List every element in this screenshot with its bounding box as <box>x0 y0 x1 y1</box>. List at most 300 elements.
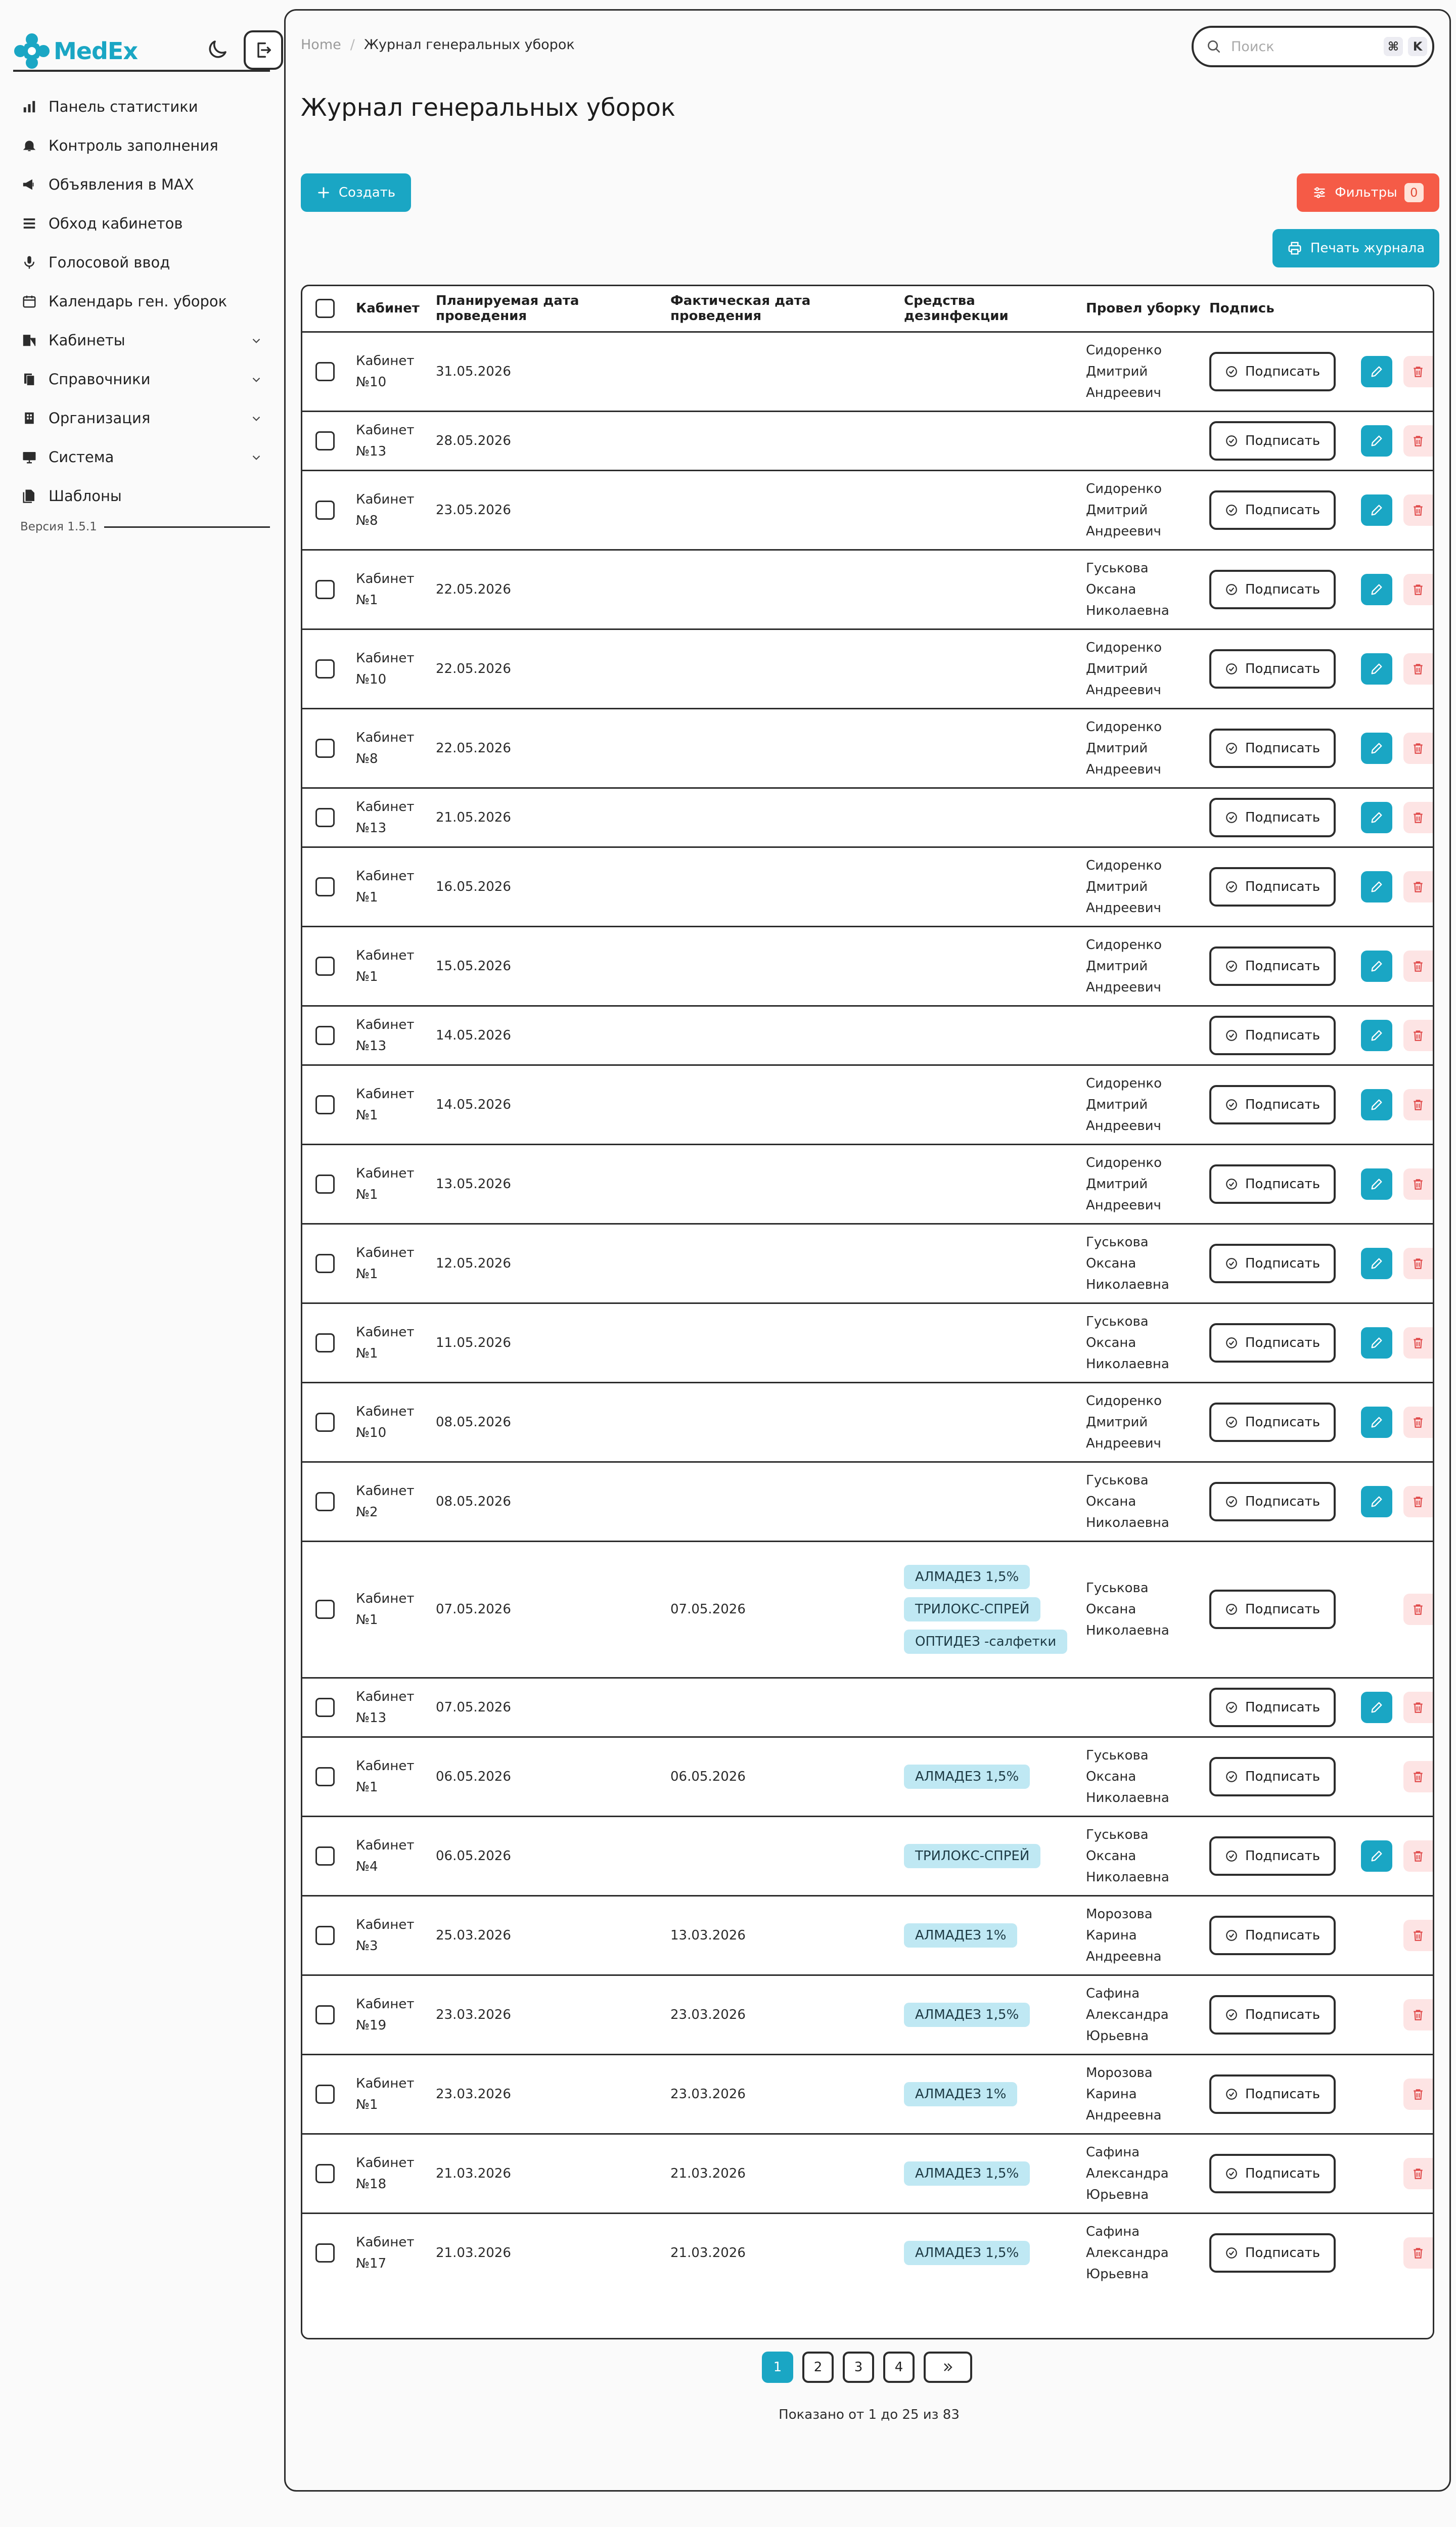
sign-button[interactable] <box>1209 1482 1336 1521</box>
check-circle-icon <box>1225 811 1238 824</box>
table-row[interactable] <box>302 2134 1434 2213</box>
pencil-icon <box>1370 1028 1384 1043</box>
table-row[interactable] <box>302 708 1434 788</box>
cleaner-name-part: Юрьевна <box>1086 2267 1149 2282</box>
cabinet-number: №1 <box>356 889 378 905</box>
cleaner-name-part: Андреевна <box>1086 1949 1162 1964</box>
delete-button[interactable] <box>1403 951 1433 982</box>
cabinet-label: Кабинет <box>356 1404 415 1419</box>
cleaner-name-part: Дмитрий <box>1086 1176 1148 1192</box>
actual-date: 07.05.2026 <box>667 1541 901 1678</box>
edit-button[interactable] <box>1361 1020 1392 1051</box>
sign-button[interactable] <box>1209 490 1336 530</box>
edit-button[interactable] <box>1361 425 1392 457</box>
cleaner-cell <box>1083 1065 1206 1144</box>
theme-toggle-moon-icon[interactable] <box>205 37 230 62</box>
disinfectants-cell <box>901 708 1083 788</box>
table-row[interactable] <box>302 1065 1434 1144</box>
cabinet-label: Кабинет <box>356 799 415 815</box>
disinfectants-cell <box>901 470 1083 550</box>
sign-button[interactable] <box>1209 1688 1336 1727</box>
sign-button[interactable] <box>1209 1836 1336 1876</box>
check-circle-icon <box>1225 2167 1238 2180</box>
sidebar-item-announcements[interactable] <box>13 165 270 204</box>
delete-button[interactable] <box>1403 1594 1433 1625</box>
sidebar-item-organization[interactable] <box>13 398 270 437</box>
edit-button[interactable] <box>1361 1692 1392 1723</box>
sign-button[interactable] <box>1209 1085 1336 1124</box>
sign-button[interactable] <box>1209 1916 1336 1955</box>
cleaner-cell <box>1083 2134 1206 2213</box>
sign-button[interactable] <box>1209 2154 1336 2193</box>
planned-date: 23.03.2026 <box>433 2054 667 2134</box>
row-actions <box>1361 1999 1433 2030</box>
delete-button[interactable] <box>1403 1168 1433 1200</box>
megaphone-icon <box>20 175 38 194</box>
table-row[interactable] <box>302 550 1434 629</box>
logout-button[interactable] <box>244 30 283 70</box>
bell-icon <box>20 137 38 155</box>
table-row[interactable] <box>302 1303 1434 1382</box>
sidebar-item-rounds[interactable] <box>13 204 270 243</box>
row-checkbox[interactable] <box>315 739 335 758</box>
sidebar-item-statistics[interactable] <box>13 87 270 126</box>
table-row[interactable] <box>302 2213 1434 2292</box>
actual-date <box>667 1224 901 1303</box>
row-checkbox[interactable] <box>315 2085 335 2104</box>
row-checkbox[interactable] <box>315 431 335 450</box>
sign-button-label: Подписать <box>1245 740 1321 756</box>
cabinet-label: Кабинет <box>356 1758 415 1774</box>
edit-button[interactable] <box>1361 494 1392 526</box>
table-row[interactable] <box>302 332 1434 411</box>
table-row[interactable] <box>302 1006 1434 1065</box>
delete-button[interactable] <box>1403 733 1433 764</box>
microphone-icon <box>20 253 38 272</box>
filters-button[interactable] <box>1297 173 1439 212</box>
row-checkbox[interactable] <box>315 1333 335 1352</box>
cabinet-label: Кабинет <box>356 947 415 963</box>
edit-button[interactable] <box>1361 653 1392 685</box>
sign-button-label: Подписать <box>1245 433 1321 448</box>
cabinet-label: Кабинет <box>356 650 415 666</box>
sign-button[interactable] <box>1209 352 1336 391</box>
row-checkbox[interactable] <box>315 1767 335 1786</box>
sign-button-label: Подписать <box>1245 1927 1321 1943</box>
table-row[interactable] <box>302 1224 1434 1303</box>
cleaner-name-part: Оксана <box>1086 1255 1136 1271</box>
edit-button[interactable] <box>1361 1248 1392 1279</box>
check-circle-icon <box>1225 1849 1238 1863</box>
column-header-actual-date[interactable]: Фактическая дата проведения <box>667 286 901 332</box>
sign-button[interactable] <box>1209 1590 1336 1629</box>
sign-button-label: Подписать <box>1245 1176 1321 1192</box>
row-checkbox[interactable] <box>315 877 335 896</box>
page-button-2[interactable]: 2 <box>802 2352 834 2383</box>
row-actions <box>1361 951 1433 982</box>
sidebar-item-references[interactable] <box>13 359 270 398</box>
cleaner-name-part: Карина <box>1086 2086 1137 2102</box>
select-all-checkbox[interactable] <box>315 299 335 318</box>
edit-button[interactable] <box>1361 1486 1392 1517</box>
row-checkbox[interactable] <box>315 659 335 679</box>
cabinet-number: №3 <box>356 1938 378 1954</box>
cleaner-name-part: Гуськова <box>1086 1472 1149 1488</box>
table-row[interactable] <box>302 1737 1434 1816</box>
page-button-1[interactable]: 1 <box>762 2352 793 2383</box>
cleaner-name-part: Оксана <box>1086 1335 1136 1350</box>
trash-icon <box>1412 2246 1425 2260</box>
trash-icon <box>1412 742 1425 755</box>
trash-icon <box>1412 1257 1425 1270</box>
table-row[interactable] <box>302 1462 1434 1541</box>
trash-icon <box>1412 2167 1425 2180</box>
actual-date <box>667 470 901 550</box>
cleaner-name-part: Андреевна <box>1086 2107 1162 2123</box>
cleaner-name-part: Андреевич <box>1086 1118 1161 1134</box>
actual-date: 13.03.2026 <box>667 1896 901 1975</box>
cabinet-number: №10 <box>356 374 387 390</box>
edit-placeholder <box>1361 1920 1392 1951</box>
trash-icon <box>1412 1849 1425 1863</box>
cleaner-name-part: Андреевич <box>1086 682 1161 698</box>
edit-placeholder <box>1361 1594 1392 1625</box>
delete-button[interactable] <box>1403 653 1433 685</box>
edit-button[interactable] <box>1361 574 1392 605</box>
page-button-3[interactable]: 3 <box>843 2352 874 2383</box>
pencil-icon <box>1370 434 1384 448</box>
edit-button[interactable] <box>1361 1168 1392 1200</box>
column-header-disinfectants[interactable]: Средства дезинфекции <box>901 286 1083 332</box>
planned-date: 13.05.2026 <box>433 1144 667 1224</box>
delete-button[interactable] <box>1403 1486 1433 1517</box>
shortcut-key: K <box>1408 37 1427 56</box>
sidebar-item-templates[interactable] <box>13 476 270 515</box>
cleaner-name-part: Александра <box>1086 2245 1169 2261</box>
delete-button[interactable] <box>1403 2158 1433 2189</box>
delete-button[interactable] <box>1403 1920 1433 1951</box>
column-header-actions <box>1358 286 1434 332</box>
sidebar-item-system[interactable] <box>13 437 270 476</box>
cabinet-number: №1 <box>356 1345 378 1361</box>
print-journal-button[interactable] <box>1272 229 1439 267</box>
delete-button[interactable] <box>1403 2079 1433 2110</box>
cleaner-name-part: Николаевна <box>1086 1790 1169 1806</box>
sign-button[interactable] <box>1209 867 1336 907</box>
row-actions <box>1361 1486 1433 1517</box>
sign-button[interactable] <box>1209 1323 1336 1363</box>
disinfectants-cell <box>901 788 1083 847</box>
row-checkbox[interactable] <box>315 1600 335 1619</box>
sign-button[interactable] <box>1209 946 1336 986</box>
edit-button[interactable] <box>1361 1089 1392 1120</box>
edit-button[interactable] <box>1361 951 1392 982</box>
sidebar-item-label: Организация <box>49 409 151 427</box>
table-row[interactable] <box>302 788 1434 847</box>
disinfectant-tag: АЛМАДЕЗ 1,5% <box>904 1765 1030 1789</box>
trash-icon <box>1412 1029 1425 1042</box>
printer-icon <box>1287 241 1302 256</box>
row-checkbox[interactable] <box>315 1492 335 1511</box>
delete-button[interactable] <box>1403 1020 1433 1051</box>
delete-button[interactable] <box>1403 1248 1433 1279</box>
delete-button[interactable] <box>1403 1840 1433 1872</box>
filters-button-label: Фильтры <box>1335 185 1397 200</box>
disinfectants-cell <box>901 1006 1083 1065</box>
table-row[interactable] <box>302 1975 1434 2054</box>
sign-button[interactable] <box>1209 1403 1336 1442</box>
cleaner-name-part: Сидоренко <box>1086 1075 1162 1091</box>
disinfectants-cell <box>901 1896 1083 1975</box>
cleaner-cell <box>1083 847 1206 926</box>
trash-icon <box>1412 880 1425 893</box>
planned-date: 21.05.2026 <box>433 788 667 847</box>
planned-date: 08.05.2026 <box>433 1382 667 1462</box>
row-checkbox[interactable] <box>315 501 335 520</box>
cleaner-cell <box>1083 1678 1206 1737</box>
row-actions <box>1361 356 1433 387</box>
cabinet-label: Кабинет <box>356 1591 415 1606</box>
cleaner-name-part: Оксана <box>1086 1848 1136 1864</box>
column-header-signature[interactable]: Подпись <box>1206 286 1358 332</box>
delete-button[interactable] <box>1403 802 1433 833</box>
cleaner-name-part: Андреевич <box>1086 900 1161 916</box>
sign-button-label: Подписать <box>1245 1414 1321 1430</box>
trash-icon <box>1412 811 1425 824</box>
disinfectants-cell <box>901 2134 1083 2213</box>
check-circle-icon <box>1225 2008 1238 2021</box>
next-pages-button[interactable] <box>924 2352 972 2383</box>
delete-button[interactable] <box>1403 1407 1433 1438</box>
disinfectant-tag: АЛМАДЕЗ 1% <box>904 2082 1017 2106</box>
row-checkbox[interactable] <box>315 1254 335 1273</box>
calendar-icon <box>20 292 38 310</box>
actual-date <box>667 1816 901 1896</box>
table-row[interactable] <box>302 629 1434 708</box>
sidebar-item-label: Контроль заполнения <box>49 137 218 154</box>
cleaner-name-part: Сидоренко <box>1086 640 1162 655</box>
row-checkbox[interactable] <box>315 957 335 976</box>
row-checkbox[interactable] <box>315 362 335 381</box>
edit-button[interactable] <box>1361 1407 1392 1438</box>
disinfectants-cell <box>901 1303 1083 1382</box>
delete-button[interactable] <box>1403 425 1433 457</box>
row-checkbox[interactable] <box>315 1095 335 1114</box>
disinfectants-cell <box>901 1382 1083 1462</box>
sign-button-label: Подписать <box>1245 2007 1321 2022</box>
sign-button[interactable] <box>1209 1757 1336 1796</box>
table-row[interactable] <box>302 1382 1434 1462</box>
planned-date: 07.05.2026 <box>433 1541 667 1678</box>
table-row[interactable] <box>302 1896 1434 1975</box>
check-circle-icon <box>1225 1098 1238 1111</box>
sign-button[interactable] <box>1209 421 1336 461</box>
table-row[interactable] <box>302 411 1434 470</box>
column-header-cabinet[interactable]: Кабинет <box>353 286 433 332</box>
delete-button[interactable] <box>1403 1692 1433 1723</box>
table-row[interactable] <box>302 470 1434 550</box>
cleaner-cell <box>1083 550 1206 629</box>
sign-button[interactable] <box>1209 1016 1336 1055</box>
cleaner-name-part: Сидоренко <box>1086 937 1162 953</box>
table-row[interactable] <box>302 847 1434 926</box>
cleaner-cell <box>1083 411 1206 470</box>
delete-button[interactable] <box>1403 1089 1433 1120</box>
check-circle-icon <box>1225 504 1238 517</box>
sign-button-label: Подписать <box>1245 1848 1321 1864</box>
delete-button[interactable] <box>1403 1327 1433 1359</box>
sign-button[interactable] <box>1209 798 1336 837</box>
disinfectants-cell <box>901 332 1083 411</box>
cleaner-name-part: Морозова <box>1086 1906 1153 1922</box>
cabinet-label: Кабинет <box>356 1483 415 1499</box>
page-button-4[interactable]: 4 <box>883 2352 915 2383</box>
row-checkbox[interactable] <box>315 2243 335 2263</box>
sidebar-item-calendar[interactable] <box>13 282 270 321</box>
row-checkbox[interactable] <box>315 2005 335 2024</box>
sidebar-item-fill-control[interactable] <box>13 126 270 165</box>
row-checkbox[interactable] <box>315 580 335 599</box>
delete-button[interactable] <box>1403 574 1433 605</box>
row-actions <box>1361 2079 1433 2110</box>
row-checkbox[interactable] <box>315 1846 335 1866</box>
row-checkbox[interactable] <box>315 1926 335 1945</box>
divider <box>104 526 270 528</box>
delete-button[interactable] <box>1403 871 1433 902</box>
cleaner-name-part: Андреевич <box>1086 1435 1161 1451</box>
cabinet-label: Кабинет <box>356 2155 415 2171</box>
cleaner-name-part: Гуськова <box>1086 1827 1149 1842</box>
sidebar-item-voice[interactable] <box>13 243 270 282</box>
monitor-icon <box>20 448 38 466</box>
sign-button[interactable] <box>1209 1164 1336 1204</box>
table-row[interactable] <box>302 1144 1434 1224</box>
row-actions <box>1361 1840 1433 1872</box>
disinfectant-tag: АЛМАДЕЗ 1,5% <box>904 2003 1030 2027</box>
disinfectants-cell <box>901 2213 1083 2292</box>
sign-button[interactable] <box>1209 1995 1336 2035</box>
create-button-label: Создать <box>338 185 396 200</box>
book-icon <box>20 370 38 388</box>
breadcrumb-home[interactable]: Home <box>301 37 341 53</box>
cleaner-name-part: Андреевич <box>1086 385 1161 400</box>
cleaner-name-part: Александра <box>1086 2007 1169 2022</box>
cleaner-name-part: Андреевич <box>1086 761 1161 777</box>
sidebar-nav <box>13 87 270 515</box>
actual-date: 06.05.2026 <box>667 1737 901 1816</box>
delete-button[interactable] <box>1403 356 1433 387</box>
planned-date: 22.05.2026 <box>433 629 667 708</box>
disinfectants-cell <box>901 1065 1083 1144</box>
edit-button[interactable] <box>1361 733 1392 764</box>
column-header-cleaner[interactable]: Провел уборку <box>1083 286 1206 332</box>
logout-icon <box>253 40 274 60</box>
row-checkbox[interactable] <box>315 1698 335 1717</box>
table-header-row <box>302 286 1434 332</box>
sign-button[interactable] <box>1209 729 1336 768</box>
cleaner-name-part: Гуськова <box>1086 560 1149 576</box>
trash-icon <box>1412 1336 1425 1349</box>
cabinet-number: №13 <box>356 1038 387 1054</box>
edit-button[interactable] <box>1361 356 1392 387</box>
edit-button[interactable] <box>1361 1840 1392 1872</box>
row-checkbox[interactable] <box>315 808 335 827</box>
create-button[interactable] <box>301 173 411 212</box>
check-circle-icon <box>1225 1929 1238 1942</box>
pencil-icon <box>1370 1700 1384 1714</box>
table-row[interactable] <box>302 1678 1434 1737</box>
table-row[interactable] <box>302 2054 1434 2134</box>
sign-button[interactable] <box>1209 1244 1336 1283</box>
pencil-icon <box>1370 1415 1384 1429</box>
check-circle-icon <box>1225 2088 1238 2101</box>
delete-button[interactable] <box>1403 2237 1433 2269</box>
cleaner-name-part: Николаевна <box>1086 1869 1169 1885</box>
main-panel <box>284 9 1451 2492</box>
sidebar-item-cabinets[interactable] <box>13 321 270 359</box>
cleaner-cell <box>1083 1224 1206 1303</box>
sign-button[interactable] <box>1209 2074 1336 2114</box>
double-chevron-right-icon <box>941 2360 955 2374</box>
search-input[interactable] <box>1192 26 1434 67</box>
check-circle-icon <box>1225 662 1238 675</box>
edit-button[interactable] <box>1361 871 1392 902</box>
delete-button[interactable] <box>1403 494 1433 526</box>
row-actions <box>1361 1089 1433 1120</box>
sidebar-item-label: Кабинеты <box>49 331 125 349</box>
sign-button[interactable] <box>1209 649 1336 689</box>
delete-button[interactable] <box>1403 1761 1433 1792</box>
edit-button[interactable] <box>1361 1327 1392 1359</box>
actual-date <box>667 550 901 629</box>
row-actions <box>1361 2158 1433 2189</box>
sidebar-item-label: Обход кабинетов <box>49 214 183 232</box>
row-checkbox[interactable] <box>315 1175 335 1194</box>
plus-icon <box>316 186 331 200</box>
cleaner-name-part: Морозова <box>1086 2065 1153 2081</box>
trash-icon <box>1412 365 1425 378</box>
cabinet-number: №17 <box>356 2256 387 2272</box>
sign-button[interactable] <box>1209 570 1336 609</box>
row-checkbox[interactable] <box>315 2164 335 2183</box>
cabinet-number: №19 <box>356 2017 387 2033</box>
row-checkbox[interactable] <box>315 1413 335 1432</box>
table-row[interactable] <box>302 1816 1434 1896</box>
row-actions <box>1361 1020 1433 1051</box>
cleaner-name-part: Гуськова <box>1086 1234 1149 1250</box>
cleaner-cell <box>1083 1144 1206 1224</box>
trash-icon <box>1412 1929 1425 1942</box>
cleaner-cell <box>1083 470 1206 550</box>
check-circle-icon <box>1225 1416 1238 1429</box>
app-logo[interactable] <box>13 32 138 70</box>
delete-button[interactable] <box>1403 1999 1433 2030</box>
table-row[interactable] <box>302 926 1434 1006</box>
actual-date <box>667 629 901 708</box>
planned-date: 23.05.2026 <box>433 470 667 550</box>
cleaner-name-part: Сафина <box>1086 1986 1140 2001</box>
sign-button[interactable] <box>1209 2233 1336 2273</box>
cabinet-label: Кабинет <box>356 1689 415 1704</box>
row-checkbox[interactable] <box>315 1026 335 1045</box>
edit-placeholder <box>1361 2158 1392 2189</box>
sign-button-label: Подписать <box>1245 364 1321 379</box>
table-row[interactable] <box>302 1541 1434 1678</box>
sidebar-item-label: Календарь ген. уборок <box>49 292 228 310</box>
column-header-planned-date[interactable]: Планируемая дата проведения <box>433 286 667 332</box>
edit-button[interactable] <box>1361 802 1392 833</box>
pencil-icon <box>1370 1336 1384 1350</box>
